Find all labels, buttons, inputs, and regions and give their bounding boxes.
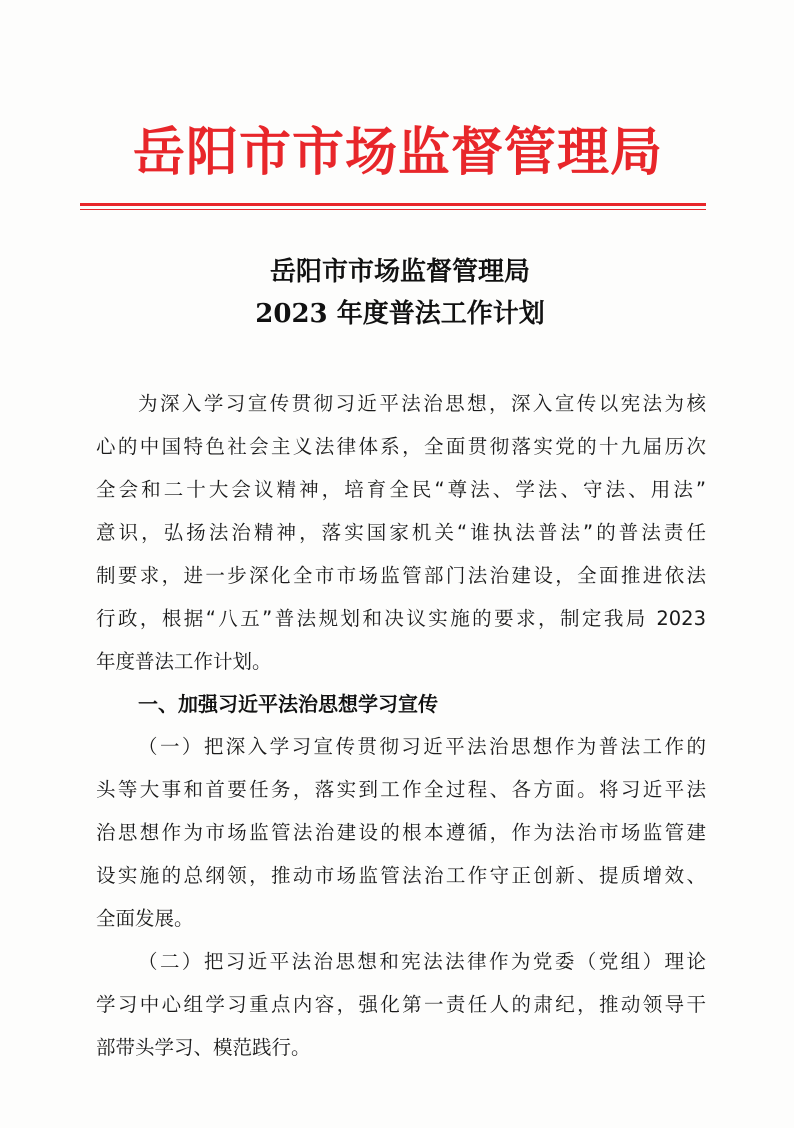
- item-1-line: 头等大事和首要任务，落实到工作全过程、各方面。将习近平法: [96, 778, 706, 801]
- agency-red-header: 岳阳市市场监督管理局: [132, 122, 663, 183]
- document-title-line-1: 岳阳市市场监督管理局: [269, 257, 530, 287]
- item-1-line: 治思想作为市场监管法治建设的根本遵循，作为法治市场监管建: [96, 821, 706, 844]
- intro-line: 制要求，进一步深化全市市场监管部门法治建设，全面推进依法: [96, 564, 706, 587]
- item-2-line: （二）把习近平法治思想和宪法法律作为党委（党组）理论: [138, 950, 706, 973]
- red-divider-thin: [80, 209, 706, 210]
- red-divider-thick: [80, 203, 706, 206]
- document-title-line-2: 2023 年度普法工作计划: [255, 299, 545, 329]
- intro-line: 行政，根据“八五”普法规划和决议实施的要求，制定我局 2023: [96, 607, 706, 630]
- intro-line: 为深入学习宣传贯彻习近平法治思想，深入宣传以宪法为核: [138, 392, 706, 415]
- item-2-line: 部带头学习、模范践行。: [96, 1036, 311, 1059]
- item-1-line: （一）把深入学习宣传贯彻习近平法治思想作为普法工作的: [138, 735, 706, 758]
- section-heading: 一、加强习近平法治思想学习宣传: [138, 692, 438, 716]
- intro-line: 心的中国特色社会主义法律体系，全面贯彻落实党的十九届历次: [96, 435, 706, 458]
- intro-line: 意识，弘扬法治精神，落实国家机关“谁执法普法”的普法责任: [96, 521, 706, 544]
- item-1-line: 全面发展。: [96, 907, 194, 930]
- item-2-line: 学习中心组学习重点内容，强化第一责任人的肃纪，推动领导干: [96, 993, 706, 1016]
- item-1-line: 设实施的总纲领，推动市场监管法治工作守正创新、提质增效、: [96, 864, 706, 887]
- intro-line: 全会和二十大会议精神，培育全民“尊法、学法、守法、用法”: [96, 478, 706, 501]
- intro-line: 年度普法工作计划。: [96, 650, 272, 673]
